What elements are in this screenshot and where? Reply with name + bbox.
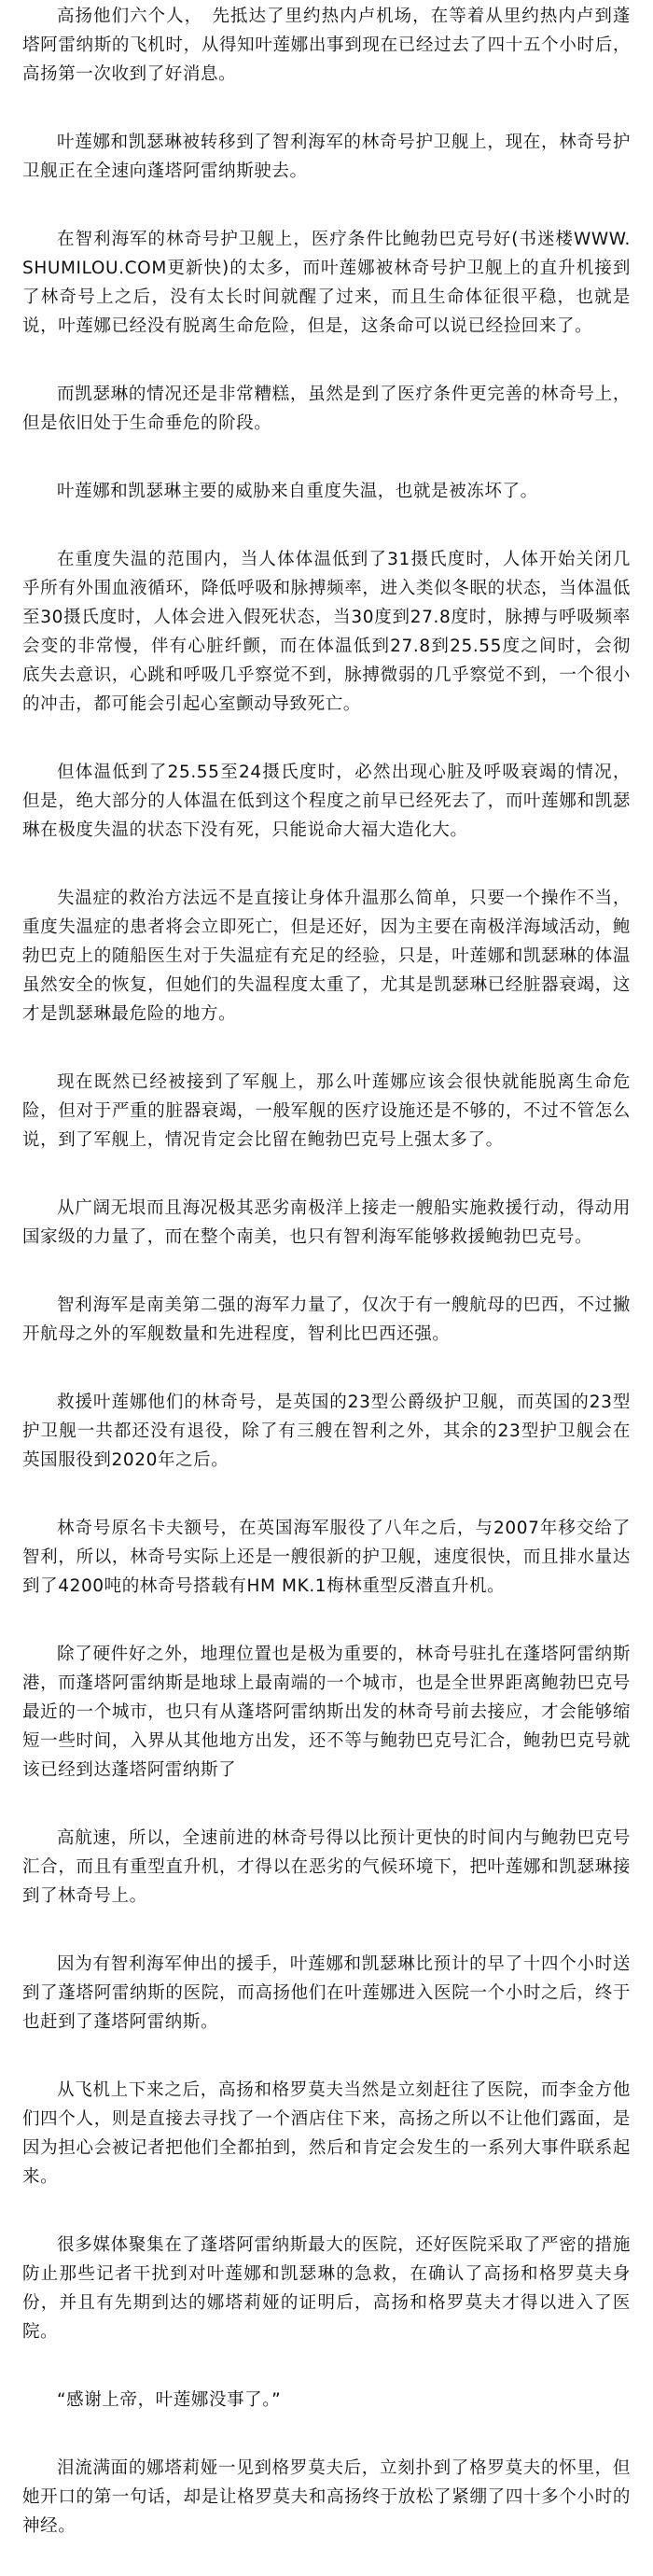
paragraph-18: 很多媒体聚集在了蓬塔阿雷纳斯最大的医院，还好医院采取了严密的措施防止那些记者干扰到对叶莲娜和凯瑟琳的急救，在确认了高扬和格罗莫夫身份，并且有先期到达的娜塔莉娅的证明后，高扬和格罗莫夫才得以进入了医院。 (22, 2235, 631, 2342)
paragraph-17: 从飞机上下来之后，高扬和格罗莫夫当然是立刻赶往了医院，而李金方他们四个人，则是直接去寻找了一个酒店住下来，高扬之所以不让他们露面，是因为担心会被记者把他们全都拍到，然后和肯定会发生的一系列大事件联系起来。 (22, 2080, 631, 2187)
paragraph-5: 叶莲娜和凯瑟琳主要的威胁来自重度失温，也就是被冻坏了。 (57, 482, 538, 501)
paragraph-9: 现在既然已经被接到了军舰上，那么叶莲娜应该会很快就能脱离生命危险，但对于严重的脏器衰竭，一般军舰的医疗设施还是不够的，不过不管怎么说，到了军舰上，情况肯定会比留在鲍勃巴克号上强太多了。 (22, 1072, 631, 1150)
paragraph-14: 除了硬件好之外，地理位置也是极为重要的，林奇号驻扎在蓬塔阿雷纳斯港，而蓬塔阿雷纳斯是地球上最南端的一个城市，也是全世界距离鲍勃巴克号最近的一个城市，也只有从蓬塔阿雷纳斯出发的林奇号前去接应，才会能够缩短一些时间，入界从其他地方出发，还不等与鲍勃巴克号汇合，鲍勃巴克号就该已经到达蓬塔阿雷纳斯了 (22, 1645, 631, 1780)
paragraph-10: 从广阔无垠而且海况极其恶劣南极洋上接走一艘船实施救援行动，得动用国家级的力量了，而在整个南美，也只有智利海军能够救援鲍勃巴克号。 (22, 1198, 631, 1247)
paragraph-12: 救援叶莲娜他们的林奇号，是英国的23型公爵级护卫舰，而英国的23型护卫舰一共都还没有退役，除了有三艘在智利之外，其余的23型护卫舰会在英国服役到2020年之后。 (22, 1393, 631, 1470)
paragraph-2: 叶莲娜和凯瑟琳被转移到了智利海军的林奇号护卫舰上，现在，林奇号护卫舰正在全速向蓬塔阿雷纳斯驶去。 (22, 133, 631, 181)
paragraph-8: 失温症的救治方法远不是直接让身体升温那么简单，只要一个操作不当，重度失温症的患者将会立即死亡，但是还好，因为主要在南极洋海域活动，鲍勃巴克上的随船医生对于失温症有充足的经验，只是，叶莲娜和凯瑟琳的体温虽然安全的恢复，但她们的失温程度太重了，尤其是凯瑟琳已经脏器衰竭，这才是凯瑟琳最危险的地方。 (22, 889, 631, 1024)
paragraph-13: 林奇号原名卡夫额号，在英国海军服役了八年之后，与2007年移交给了智利，所以，林奇号实际上还是一艘很新的护卫舰，速度很快，而且排水量达到了4200吨的林奇号搭载有HM MK.1梅林重型反潜直升机。 (22, 1519, 631, 1596)
paragraph-4: 而凯瑟琳的情况还是非常糟糕，虽然是到了医疗条件更完善的林奇号上，但是依旧处于生命垂危的阶段。 (22, 385, 631, 433)
paragraph-19: “感谢上帝，叶莲娜没事了。” (57, 2390, 282, 2410)
paragraph-3: 在智利海军的林奇号护卫舰上，医疗条件比鲍勃巴克号好(书迷楼WWW.SHUMILOU.COM更新快)的太多，而叶莲娜被林奇号护卫舰上的直升机接到了林奇号上之后，没有太长时间就醒了过来，而且生命体征很平稳，也就是说，叶莲娜已经没有脱离生命危险，但是，这条命可以说已经捡回来了。 (22, 230, 631, 336)
paragraph-1: 高扬他们六个人， 先抵达了里约热内卢机场，在等着从里约热内卢到蓬塔阿雷纳斯的飞机时，从得知叶莲娜出事到现在已经过去了四十五个小时后，高扬第一次收到了好消息。 (22, 7, 631, 84)
paragraph-11: 智利海军是南美第二强的海军力量了，仅次于有一艘航母的巴西，不过撇开航母之外的军舰数量和先进程度，智利比巴西还强。 (22, 1295, 631, 1344)
paragraph-15: 高航速，所以，全速前进的林奇号得以比预计更快的时间内与鲍勃巴克号汇合，而且有重型直升机，才得以在恶劣的气候环境下，把叶莲娜和凯瑟琳接到了林奇号上。 (22, 1828, 631, 1906)
paragraph-16: 因为有智利海军伸出的援手，叶莲娜和凯瑟琳比预计的早了十四个小时送到了蓬塔阿雷纳斯的医院，而高扬他们在叶莲娜进入医院一个小时之后，终于也赶到了蓬塔阿雷纳斯。 (22, 1954, 631, 2032)
paragraph-20: 泪流满面的娜塔莉娅一见到格罗莫夫后，立刻扑到了格罗莫夫的怀里，但她开口的第一句话，却是让格罗莫夫和高扬终于放松了紧绷了四十多个小时的神经。 (22, 2458, 631, 2536)
paragraph-7: 但体温低到了25.55至24摄氏度时，必然出现心脏及呼吸衰竭的情况，但是，绝大部分的人体温在低到这个程度之前早已经死去了，而叶莲娜和凯瑟琳在极度失温的状态下没有死，只能说命大福大造化大。 (22, 763, 631, 840)
paragraph-6: 在重度失温的范围内，当人体体温低到了31摄氏度时，人体开始关闭几乎所有外围血液循环，降低呼吸和脉搏频率，进入类似冬眠的状态，当体温低至30摄氏度时，人体会进入假死状态，当30度到27.8度时，脉搏与呼吸频率会变的非常慢，伴有心脏纤颤，而在体温低到27.8到25.55度之间时，会彻底失去意识，心跳和呼吸几乎察觉不到，脉搏微弱的几乎察觉不到，一个很小的冲击，都可能会引起心室颤动导致死亡。 (22, 550, 631, 714)
